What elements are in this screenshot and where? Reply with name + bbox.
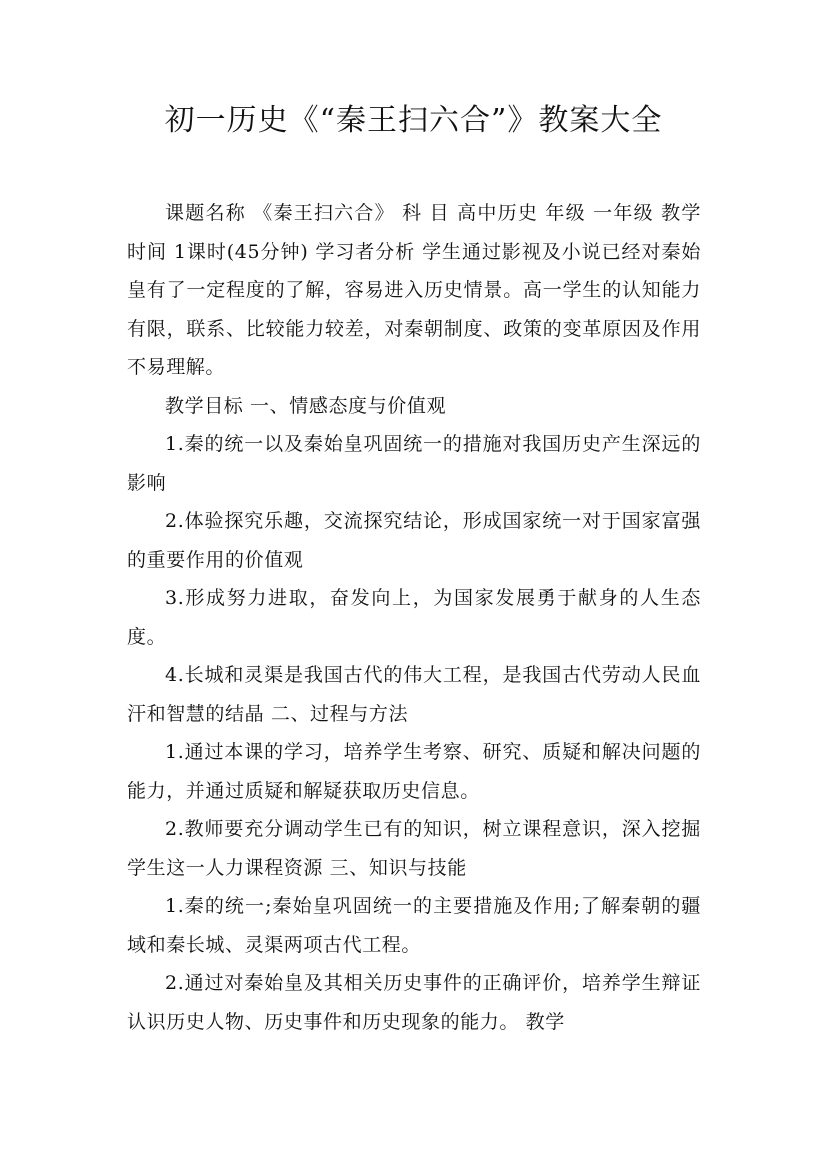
paragraph-process-2: 2.教师要充分调动学生已有的知识，树立课程意识，深入挖掘学生这一人力课程资源 三、知识与技能 (127, 818, 701, 879)
paragraph-course-info: 课题名称 《秦王扫六合》 科 目 高中历史 年级 一年级 教学时间 1课时(45分钟) 学习者分析 学生通过影视及小说已经对秦始皇有了一定程度的了解，容易进入历史情景。高一学生的认知能力有限，联系、比较能力较差，对秦朝制度、政策的变革原因及作用不易理解。 (127, 202, 701, 378)
document-body (127, 194, 701, 1041)
paragraph-knowledge-2: 2.通过对秦始皇及其相关历史事件的正确评价，培养学生辩证认识历史人物、历史事件和历史现象的能力。 教学 (127, 972, 701, 1033)
paragraph-goal-3: 3.形成努力进取，奋发向上，为国家发展勇于献身的人生态度。 (127, 587, 701, 648)
paragraph-goal-4: 4.长城和灵渠是我国古代的伟大工程，是我国古代劳动人民血汗和智慧的结晶 二、过程与方法 (127, 664, 701, 725)
paragraph-goal-1: 1.秦的统一以及秦始皇巩固统一的措施对我国历史产生深远的影响 (127, 433, 701, 494)
paragraph-teaching-goals: 教学目标 一、情感态度与价值观 (165, 394, 447, 417)
paragraph-process-1: 1.通过本课的学习，培养学生考察、研究、质疑和解决问题的能力，并通过质疑和解疑获取历史信息。 (127, 741, 701, 802)
paragraph-goal-2: 2.体验探究乐趣，交流探究结论，形成国家统一对于国家富强的重要作用的价值观 (127, 510, 701, 571)
paragraph-knowledge-1: 1.秦的统一;秦始皇巩固统一的主要措施及作用;了解秦朝的疆域和秦长城、灵渠两项古代工程。 (127, 895, 701, 956)
document-title: 初一历史《“秦王扫六合”》教案大全 (164, 103, 663, 138)
